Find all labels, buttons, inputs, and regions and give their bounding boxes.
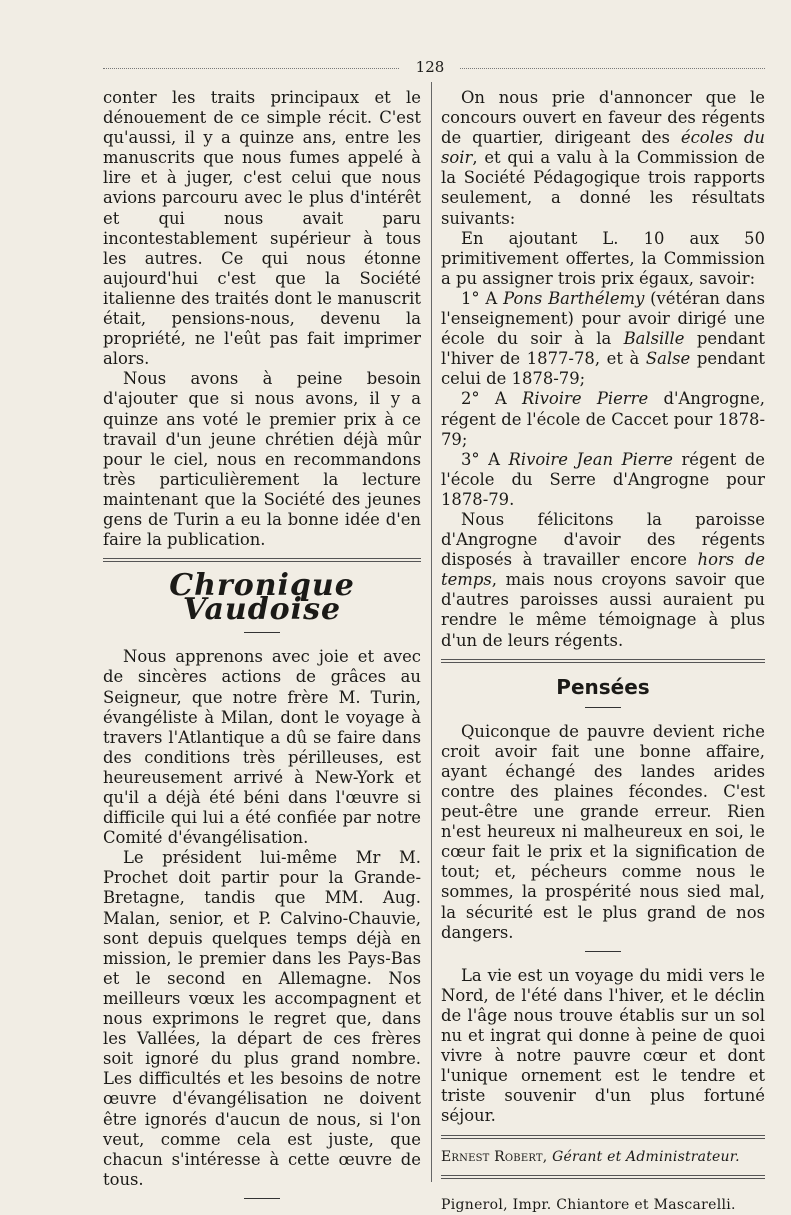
title-dash xyxy=(244,632,280,633)
signature-rule xyxy=(441,1135,765,1139)
column-divider xyxy=(431,82,432,1182)
chronique-title: Chronique Vaudoise xyxy=(169,568,355,628)
prize-1: 1° A Pons Barthélemy (vétéran dans l'enseignement) pour avoir dirigé une école du soir à la Balsille pendant l'hiver de 1877-78, et à Salse pendant celui de 1878-79; xyxy=(441,288,765,389)
section-rule xyxy=(103,558,421,562)
signature-name: Ernest Robert, xyxy=(441,1148,548,1165)
right-column xyxy=(441,88,765,1215)
concours-paragraph: On nous prie d'annoncer que le concours ouvert en faveur des régents de quartier, dirigeant des écoles du soir, et qui a valu à la Commission de la Société Pédagogique trois rapports seulement, a donné les résultats suivants: xyxy=(441,88,765,228)
imprint-rule xyxy=(441,1175,765,1179)
signature-line xyxy=(441,1147,765,1167)
pensee-1: Quiconque de pauvre devient riche croit avoir fait une bonne affaire, ayant échangé des landes arides contre des plaines fécondes. C'est peut-être une grande erreur. Rien n'est heureux ni malheureux en soi, le cœur fait le prix et la signification de tout; et, pécheurs comme nous le sommes, la prospérité nous sied mal, la sécurité est le plus grand de nos dangers. xyxy=(441,721,765,942)
congrats-paragraph: Nous félicitons la paroisse d'Angrogne d'avoir des régents disposés à travailler encore hors de temps, mais nous croyons savoir que d'autres paroisses aussi auraient pu rendre le même témoignage à plus d'un de leurs régents. xyxy=(441,509,765,650)
signature-role: Gérant et Administrateur. xyxy=(552,1148,740,1165)
imprint: Pignerol, Impr. Chiantore et Mascarelli. xyxy=(441,1196,736,1213)
left-column xyxy=(103,88,421,1213)
left-paragraph-2: Nous avons à peine besoin d'ajouter que si nous avons, il y a quinze ans voté le premier prix à ce travail d'un jeune chrétien déjà mûr pour le ciel, nous en recommandons très particulièrement la lecture maintenant que la Société des jeunes gens de Turin a eu la bonne idée d'en faire la publication. xyxy=(103,369,421,550)
pensee-2: La vie est un voyage du midi vers le Nord, de l'été dans l'hiver, et le déclin de l'âge nous trouve établis sur un sol nu et ingrat qui donne à peine de quoi vivre à notre pauvre cœur et dont l'unique ornement est le tendre et triste souvenir d'un plus fortuné séjour. xyxy=(441,965,765,1126)
chronique-paragraph-1: Nous apprenons avec joie et avec de sincères actions de grâces au Seigneur, que notre frère M. Turin, évangéliste à Milan, dont le voyage à travers l'Atlantique a dû se faire dans des conditions très périlleuses, est heureusement arrivé à New-York et qu'il a déjà été béni dans l'œuvre si difficile qui lui a été confiée par notre Comité d'évangélisation. xyxy=(103,647,421,848)
prize-3: 3° A Rivoire Jean Pierre régent de l'école du Serre d'Angrogne pour 1878-79. xyxy=(441,449,766,509)
pensees-title: Pensées xyxy=(556,674,650,699)
prizes-paragraph: En ajoutant L. 10 aux 50 primitivement offertes, la Commission a pu assigner trois prix égaux, savoir: xyxy=(441,228,765,288)
prize-2: 2° A Rivoire Pierre d'Angrogne, régent de l'école de Caccet pour 1878-79; xyxy=(441,389,766,449)
pensees-rule xyxy=(441,659,765,663)
chronique-paragraph-2: Le président lui-même Mr M. Prochet doit partir pour la Grande-Bretagne, tandis que MM. Aug. Malan, senior, et P. Calvino-Chauvie, sont depuis quelques temps déjà en mission, le premier dans les Pays-Bas et le second en Allemagne. Nos meilleurs vœux les accompagnent et nous exprimons le regret que, dans les Vallées, la départ de ces frères soit ignoré du plus grand nombre. Les difficultés et les besoins de notre œuvre d'évangélisation ne doivent être ignorés d'aucun de nous, si l'on veut, comme cela est juste, que chacun s'intéresse à cette œuvre de tous. xyxy=(103,848,421,1189)
page-number: 128 xyxy=(400,58,460,76)
left-paragraph-1: conter les traits principaux et le dénouement de ce simple récit. C'est qu'aussi, il y a quinze ans, entre les manuscrits que nous fumes appelé à lire et à juger, c'est celui que nous avions parcouru avec le plus d'intérêt et qui nous avait paru incontestablement supérieur à tous les autres. Ce qui nous étonne aujourd'hui c'est que la Société italienne des traités dont le manuscrit était, pensions-nous, devenu la propriété, ne l'eût pas fait imprimer alors. xyxy=(103,88,421,369)
pensees-title-block xyxy=(441,674,765,699)
end-dash xyxy=(244,1198,280,1199)
pensees-dash xyxy=(585,707,621,708)
chronique-title-block xyxy=(103,568,421,628)
pensee-divider xyxy=(585,951,621,952)
